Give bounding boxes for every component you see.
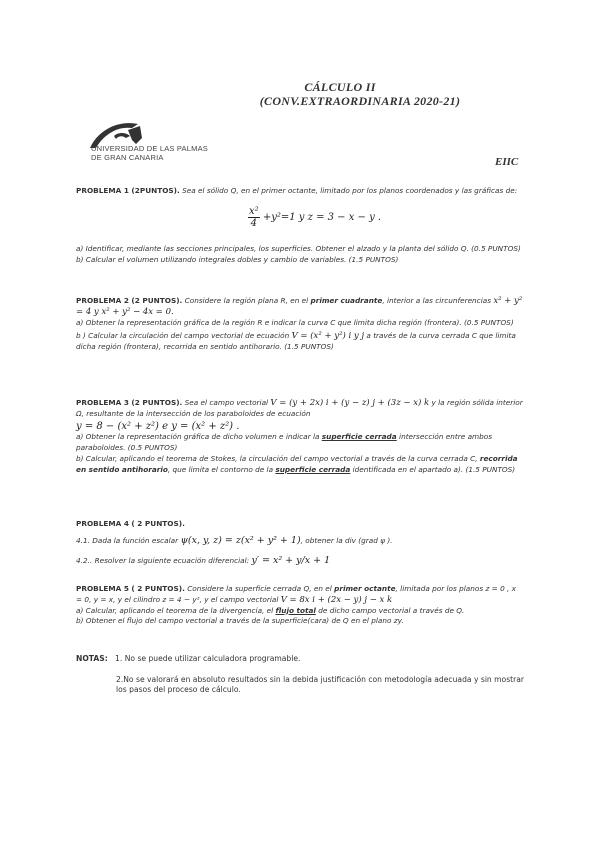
- problem-2-intro-2: , interior a las circunferencias: [382, 296, 491, 305]
- problem-1-numerator: x²: [249, 206, 259, 217]
- university-name: [91, 144, 208, 162]
- problem-2-field: V = (x² + y²) i y j: [291, 331, 365, 342]
- problem-3-part-b-bold-2: superficie cerrada: [275, 464, 351, 474]
- problem-4-item-1-end: , obtener la div (grad ψ ).: [300, 535, 393, 545]
- problem-3-heading: PROBLEMA 3 (2 PUNTOS).: [76, 398, 183, 407]
- problem-3-part-a-1: a) Obtener la representación gráfica de dicho volumen e indicar la: [76, 432, 320, 442]
- problem-2-part-b-1: b ) Calcular la circulación del campo vectorial de ecuación: [76, 331, 290, 341]
- problem-1-parts: [76, 244, 524, 266]
- problem-5-intro-bold: primer octante: [334, 584, 396, 593]
- problem-2-part-a: a) Obtener la representación gráfica de la región R e indicar la curva C que limita dicha región (frontera). (0.5 PUNTOS): [76, 317, 514, 327]
- exam-title: CÁLCULO II: [304, 80, 376, 94]
- problem-2-heading: PROBLEMA 2 (2 PUNTOS).: [76, 296, 183, 305]
- problem-5-heading: PROBLEMA 5 ( 2 PUNTOS).: [76, 584, 185, 593]
- problem-1-equation: [248, 206, 381, 229]
- problem-2-part-b-2: a través de la curva cerrada C que limita dicha región (frontera), recorrida en sentido antihorario. (1.5 PUNTOS): [76, 331, 516, 352]
- problem-5-part-a-bold: flujo total: [275, 605, 316, 615]
- problem-1-heading: PROBLEMA 1 (2PUNTOS).: [76, 186, 180, 195]
- problem-3-intro-2: y la región sólida interior Ω, resultante de la intersección de los paraboloides de ecuación: [76, 398, 523, 418]
- problem-3-equation: y = 8 − (x² + z²) e y = (x² + z²) .: [76, 420, 240, 432]
- problem-3-part-a-2: intersección entre ambos paraboloides. (0.5 PUNTOS): [76, 432, 493, 453]
- university-line-2: DE GRAN CANARIA: [91, 153, 164, 162]
- note-1: 1. No se puede utilizar calculadora programable.: [115, 654, 301, 663]
- problem-5-part-a-1: a) Calcular, aplicando el teorema de la divergencia, el: [76, 605, 274, 615]
- problem-4-item-2: 4.2.. Resolver la siguiente ecuación diferencial:: [76, 555, 250, 565]
- exam-subtitle: (CONV.EXTRAORDINARIA 2020-21): [259, 94, 461, 108]
- problem-3-part-b-3: identificada en el apartado a). (1.5 PUNTOS): [352, 464, 516, 474]
- university-line-1: UNIVERSIDAD DE LAS PALMAS: [91, 144, 208, 153]
- problem-5-intro-1: Considere la superficie cerrada Q, en el: [187, 584, 332, 593]
- problem-5-field: V = 8x i + (2x − y) j − x k: [280, 594, 393, 605]
- problem-3-intro-1: Sea el campo vectorial: [184, 398, 269, 407]
- problem-4-item-2-eq: y′ = x² + y/x + 1: [251, 554, 331, 566]
- problem-5-part-a-2: de dicho campo vectorial a través de Q.: [318, 605, 465, 615]
- problem-2-intro-1: Considere la región plana R, en el: [184, 296, 309, 305]
- problem-1: [76, 186, 524, 197]
- school-code: EIIC: [495, 156, 519, 168]
- problem-3-part-b-2: , que limita el contorno de la: [167, 464, 274, 474]
- problem-4-item-1: 4.1. Dada la función escalar: [76, 535, 179, 545]
- problem-1-intro: Sea el sólido Q, en el primer octante, limitado por los planos coordenados y las gráficas de:: [182, 186, 518, 195]
- problem-2-equation: x² + y² = 4 y x² + y² − 4x = 0.: [76, 296, 523, 317]
- problem-5-intro-2: , limitada por los planos z = 0 , x = 0, y = x, y el cilindro z = 4 − y², y el campo vectorial: [76, 584, 516, 604]
- problem-1-fraction: [248, 206, 260, 229]
- problem-5: [76, 584, 524, 627]
- problem-1-denominator: 4: [250, 218, 258, 229]
- notes: [76, 654, 536, 696]
- problem-3-part-b-1: b) Calcular, aplicando el teorema de Stokes, la circulación del campo vectorial a través de la curva cerrada C,: [76, 453, 478, 463]
- problem-1-part-a: a) Identificar, mediante las secciones principales, los superficies. Obtener el alzado y la planta del sólido Q. (0.5 PUNTOS): [76, 244, 521, 253]
- problem-2: [76, 296, 524, 353]
- problem-3-part-a-bold: superficie cerrada: [321, 432, 397, 442]
- problem-5-part-b: b) Obtener el flujo del campo vectorial a través de la superficie(cara) de Q en el plano zy.: [76, 616, 404, 626]
- notes-label: NOTAS:: [76, 654, 108, 663]
- problem-2-intro-bold: primer cuadrante: [310, 296, 383, 305]
- problem-3-part-b-bold-1: recorrida en sentido antihorario: [76, 453, 518, 474]
- problem-3: [76, 398, 524, 476]
- problem-1-equation-rest: +y²=1 y z = 3 − x − y .: [262, 212, 382, 223]
- problem-4-item-1-eq: ψ(x, y, z) = z(x² + y² + 1): [180, 534, 301, 546]
- problem-4: [76, 519, 524, 566]
- problem-3-field: V = (y + 2x) i + (y − z) j + (3z − x) k: [270, 398, 430, 408]
- problem-4-heading: PROBLEMA 4 ( 2 PUNTOS).: [76, 519, 185, 528]
- problem-1-part-b: b) Calcular el volumen utilizando integrales dobles y cambio de variables. (1.5 PUNTOS): [76, 254, 399, 264]
- note-2: 2.No se valorará en absoluto resultados sin la debida justificación con metodología adecuada y sin mostrar los pasos del proceso de cálculo.: [116, 674, 525, 694]
